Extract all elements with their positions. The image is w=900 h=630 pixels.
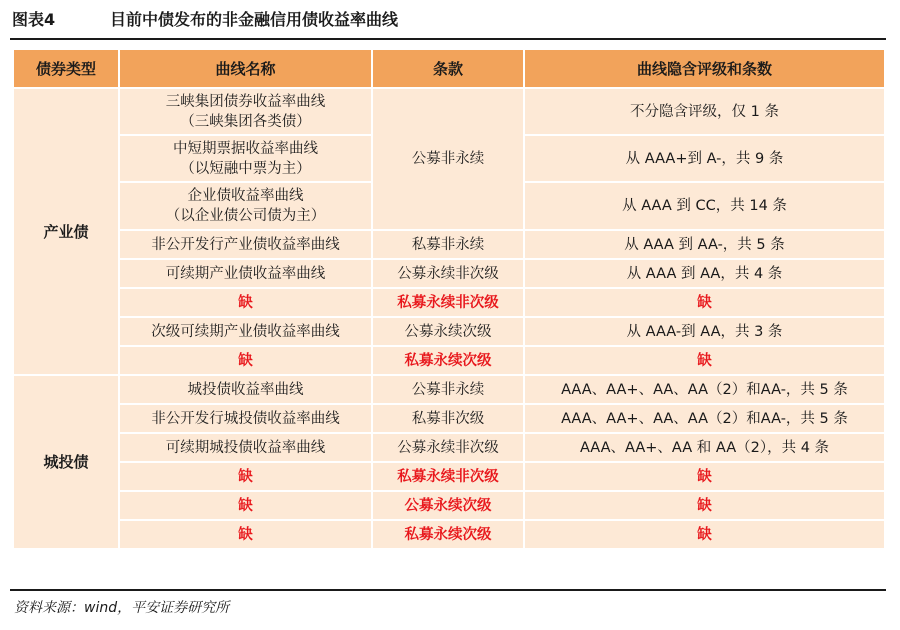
terms-cell: 公募非永续 bbox=[372, 375, 524, 404]
ratings-cell-missing: 缺 bbox=[524, 491, 885, 520]
figure-title: 目前中债发布的非金融信用债收益率曲线 bbox=[110, 10, 399, 29]
curve-name: 企业债收益率曲线 （以企业债公司债为主） bbox=[119, 182, 372, 230]
curve-name: 非公开发行产业债收益率曲线 bbox=[119, 230, 372, 259]
curve-name: 城投债收益率曲线 bbox=[119, 375, 372, 404]
terms-cell: 公募永续非次级 bbox=[372, 433, 524, 462]
figure-label: 图表4 bbox=[12, 10, 56, 29]
ratings-cell: 不分隐含评级，仅 1 条 bbox=[524, 88, 885, 135]
terms-cell: 公募非永续 bbox=[372, 88, 524, 230]
table-row bbox=[13, 230, 885, 259]
terms-cell-missing: 私募永续次级 bbox=[372, 520, 524, 549]
terms-cell-missing: 私募永续非次级 bbox=[372, 462, 524, 491]
header-ratings: 曲线隐含评级和条数 bbox=[524, 49, 885, 88]
ratings-cell: AAA、AA+、AA、AA（2）和AA-，共 5 条 bbox=[524, 375, 885, 404]
ratings-cell: 从 AAA-到 AA，共 3 条 bbox=[524, 317, 885, 346]
bottom-rule bbox=[10, 589, 886, 591]
ratings-cell: 从 AAA+到 A-，共 9 条 bbox=[524, 135, 885, 182]
curve-name-missing: 缺 bbox=[119, 462, 372, 491]
terms-cell: 公募永续次级 bbox=[372, 317, 524, 346]
table-row bbox=[13, 317, 885, 346]
top-rule bbox=[10, 38, 886, 40]
curve-name-missing: 缺 bbox=[119, 288, 372, 317]
table-row bbox=[13, 375, 885, 404]
ratings-cell-missing: 缺 bbox=[524, 346, 885, 375]
curve-name: 中短期票据收益率曲线 （以短融中票为主） bbox=[119, 135, 372, 182]
ratings-cell: 从 AAA 到 AA，共 4 条 bbox=[524, 259, 885, 288]
curve-name: 非公开发行城投债收益率曲线 bbox=[119, 404, 372, 433]
group-industrial: 产业债 bbox=[13, 88, 119, 375]
group-urban: 城投债 bbox=[13, 375, 119, 549]
table-row bbox=[13, 288, 885, 317]
curve-name: 三峡集团债券收益率曲线 （三峡集团各类债） bbox=[119, 88, 372, 135]
table-row bbox=[13, 433, 885, 462]
table-header-row bbox=[13, 49, 885, 88]
table-row bbox=[13, 259, 885, 288]
table-row bbox=[13, 346, 885, 375]
terms-cell: 私募非次级 bbox=[372, 404, 524, 433]
ratings-cell: 从 AAA 到 CC，共 14 条 bbox=[524, 182, 885, 230]
terms-cell-missing: 私募永续非次级 bbox=[372, 288, 524, 317]
curve-name-missing: 缺 bbox=[119, 346, 372, 375]
curve-name: 可续期城投债收益率曲线 bbox=[119, 433, 372, 462]
table-row bbox=[13, 404, 885, 433]
yield-curve-table bbox=[12, 48, 886, 550]
header-terms: 条款 bbox=[372, 49, 524, 88]
terms-cell-missing: 公募永续次级 bbox=[372, 491, 524, 520]
terms-cell: 公募永续非次级 bbox=[372, 259, 524, 288]
table-row bbox=[13, 462, 885, 491]
curve-name-missing: 缺 bbox=[119, 520, 372, 549]
table-row bbox=[13, 520, 885, 549]
ratings-cell: AAA、AA+、AA 和 AA（2），共 4 条 bbox=[524, 433, 885, 462]
header-bond-type: 债券类型 bbox=[13, 49, 119, 88]
header-curve-name: 曲线名称 bbox=[119, 49, 372, 88]
source-note: 资料来源：wind，平安证券研究所 bbox=[14, 600, 230, 616]
ratings-cell: 从 AAA 到 AA-，共 5 条 bbox=[524, 230, 885, 259]
table-row bbox=[13, 88, 885, 135]
curve-name: 可续期产业债收益率曲线 bbox=[119, 259, 372, 288]
figure-title-bar bbox=[10, 4, 886, 34]
ratings-cell-missing: 缺 bbox=[524, 288, 885, 317]
ratings-cell-missing: 缺 bbox=[524, 462, 885, 491]
terms-cell: 私募非永续 bbox=[372, 230, 524, 259]
terms-cell-missing: 私募永续次级 bbox=[372, 346, 524, 375]
curve-name: 次级可续期产业债收益率曲线 bbox=[119, 317, 372, 346]
ratings-cell-missing: 缺 bbox=[524, 520, 885, 549]
table-row bbox=[13, 491, 885, 520]
ratings-cell: AAA、AA+、AA、AA（2）和AA-，共 5 条 bbox=[524, 404, 885, 433]
curve-name-missing: 缺 bbox=[119, 491, 372, 520]
